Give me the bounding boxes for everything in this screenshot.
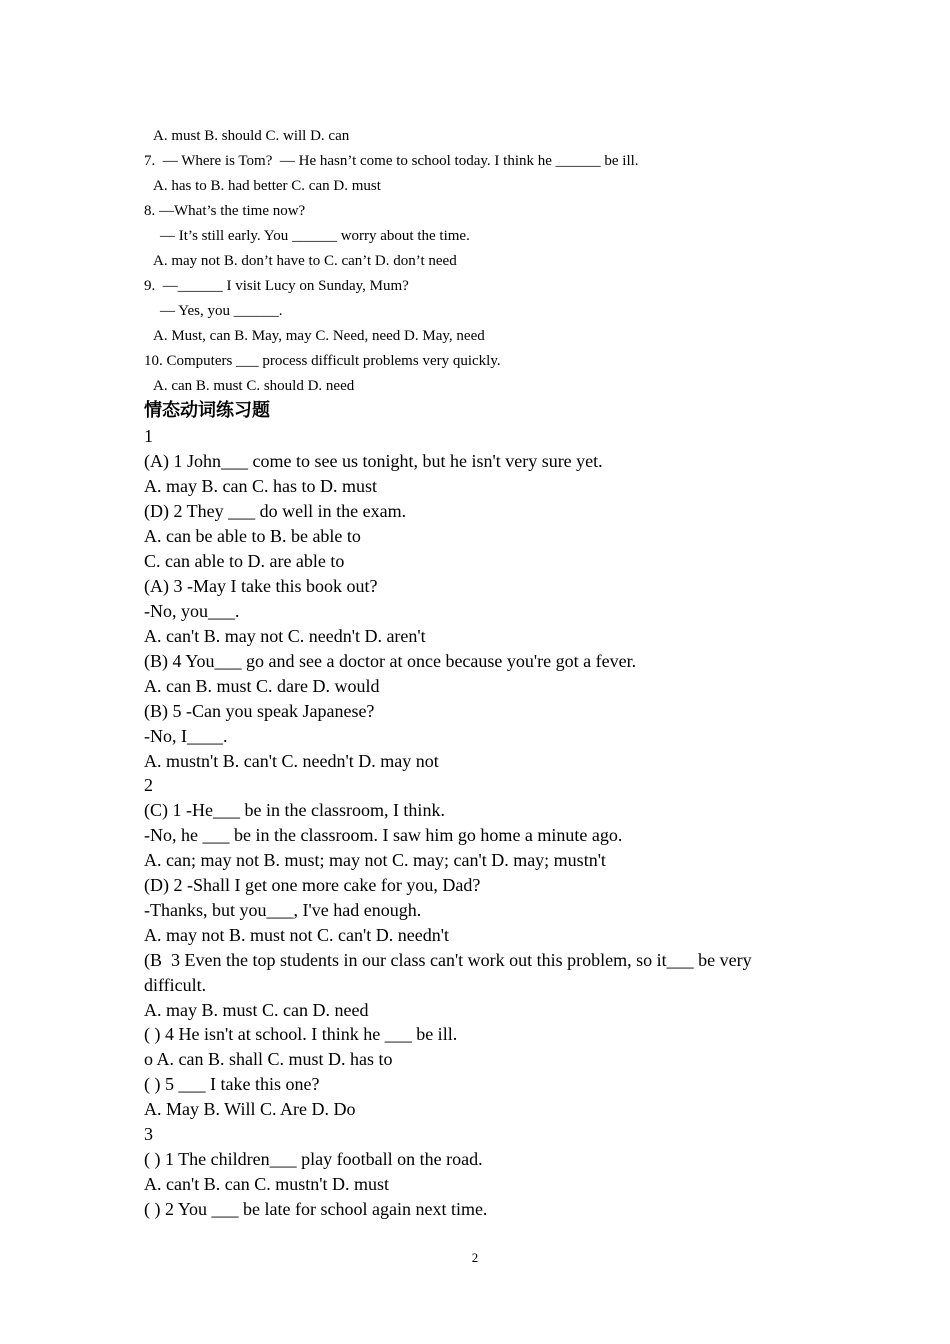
text-line: ( ) 5 ___ I take this one? [144, 1074, 320, 1094]
text-line: -No, you___. [144, 601, 240, 621]
text-line: C. can able to D. are able to [144, 551, 345, 571]
text-line: difficult. [144, 975, 207, 995]
text-line: A. can be able to B. be able to [144, 526, 361, 546]
text-line: A. Must, can B. May, may C. Need, need D. May, need [153, 328, 485, 344]
text-line: A. can B. must C. dare D. would [144, 676, 380, 696]
text-line: (A) 1 John___ come to see us tonight, but he isn't very sure yet. [144, 451, 603, 471]
text-line: o A. can B. shall C. must D. has to [144, 1049, 393, 1069]
page-number: 2 [471, 1250, 479, 1265]
text-line: (A) 3 -May I take this book out? [144, 576, 378, 596]
text-line: A. may B. can C. has to D. must [144, 476, 377, 496]
text-line: (C) 1 -He___ be in the classroom, I think. [144, 800, 445, 820]
text-line: -Thanks, but you___, I've had enough. [144, 900, 422, 920]
text-line: A. can B. must C. should D. need [153, 378, 355, 394]
text-line: A. May B. Will C. Are D. Do [144, 1099, 356, 1119]
text-line: -No, he ___ be in the classroom. I saw him go home a minute ago. [144, 825, 623, 845]
text-line: 1 [144, 426, 153, 446]
text-line: A. may B. must C. can D. need [144, 1000, 369, 1020]
text-line: (D) 2 They ___ do well in the exam. [144, 501, 407, 521]
text-line: 8. —What’s the time now? [144, 203, 306, 219]
text-line: ( ) 2 You ___ be late for school again next time. [144, 1199, 488, 1219]
text-line: 2 [144, 775, 153, 795]
section-heading: 情态动词练习题 [144, 400, 270, 421]
text-line: A. can't B. can C. mustn't D. must [144, 1174, 389, 1194]
text-line: -No, I____. [144, 726, 228, 746]
text-line: A. mustn't B. can't C. needn't D. may not [144, 751, 439, 771]
text-line: 10. Computers ___ process difficult problems very quickly. [144, 353, 501, 369]
text-line: A. may not B. don’t have to C. can’t D. don’t need [153, 253, 457, 269]
text-line: A. may not B. must not C. can't D. needn't [144, 925, 449, 945]
text-line: (B) 5 -Can you speak Japanese? [144, 701, 375, 721]
text-line: A. can't B. may not C. needn't D. aren't [144, 626, 426, 646]
text-line: — It’s still early. You ______ worry about the time. [160, 228, 470, 244]
text-line: ( ) 1 The children___ play football on the road. [144, 1149, 483, 1169]
text-line: (D) 2 -Shall I get one more cake for you, Dad? [144, 875, 481, 895]
text-line: 3 [144, 1124, 153, 1144]
text-line: A. has to B. had better C. can D. must [153, 178, 381, 194]
text-line: A. can; may not B. must; may not C. may; can't D. may; mustn't [144, 850, 606, 870]
text-line: ( ) 4 He isn't at school. I think he ___ be ill. [144, 1024, 458, 1044]
text-line: (B 3 Even the top students in our class can't work out this problem, so it___ be very [144, 950, 752, 970]
text-line: A. must B. should C. will D. can [153, 128, 350, 144]
text-line: — Yes, you ______. [160, 303, 283, 319]
text-line: 7. — Where is Tom? — He hasn’t come to school today. I think he ______ be ill. [144, 153, 639, 169]
text-line: 9. —______ I visit Lucy on Sunday, Mum? [144, 278, 409, 294]
text-line: (B) 4 You___ go and see a doctor at once because you're got a fever. [144, 651, 637, 671]
